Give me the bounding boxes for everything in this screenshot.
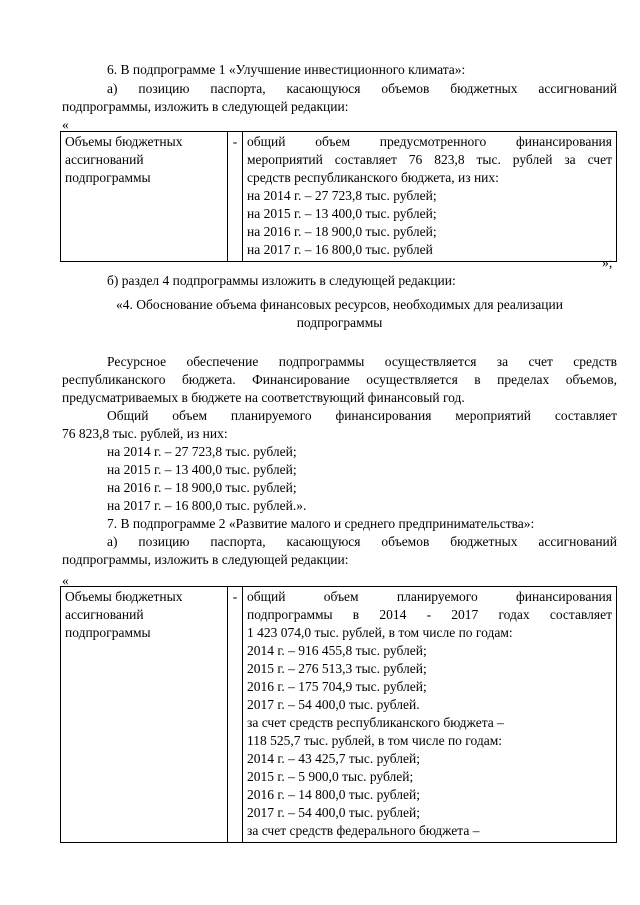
label-line: Объемы бюджетных bbox=[65, 134, 183, 149]
label-line: ассигнований bbox=[65, 607, 144, 622]
table-value-cell bbox=[243, 132, 617, 262]
value-line: 2015 г. – 276 513,3 тыс. рублей; bbox=[247, 661, 427, 676]
table-dash-cell: - bbox=[228, 587, 243, 843]
value-line: средств республиканского бюджета, из них: bbox=[247, 170, 499, 185]
label-line: Объемы бюджетных bbox=[65, 589, 183, 604]
value-line: 2016 г. – 14 800,0 тыс. рублей; bbox=[247, 787, 420, 802]
close-quote: »; bbox=[602, 255, 613, 270]
value-line: 2014 г. – 916 455,8 тыс. рублей; bbox=[247, 643, 427, 658]
value-line: общий объем предусмотренного финансирования bbox=[247, 134, 612, 149]
open-quote: « bbox=[62, 573, 69, 588]
value-line: за счет средств федерального бюджета – bbox=[247, 823, 480, 838]
section6-item-a-line2: подпрограммы, изложить в следующей редакции: bbox=[62, 99, 349, 114]
table-dash-cell: - bbox=[228, 132, 243, 262]
value-line: общий объем планируемого финансирования bbox=[247, 589, 612, 604]
section6-heading: 6. В подпрограмме 1 «Улучшение инвестиционного климата»: bbox=[107, 62, 466, 77]
section7-item-a-line2: подпрограммы, изложить в следующей редакции: bbox=[62, 552, 349, 567]
table-label-cell bbox=[61, 587, 228, 843]
value-line: 2017 г. – 54 400,0 тыс. рублей. bbox=[247, 697, 420, 712]
value-line: на 2017 г. – 16 800,0 тыс. рублей bbox=[247, 242, 433, 257]
value-line: подпрограммы в 2014 - 2017 годах составляет bbox=[247, 607, 612, 622]
section7-item-a-line1: а) позицию паспорта, касающуюся объемов бюджетных ассигнований bbox=[107, 534, 617, 549]
section6-item-a-line1: а) позицию паспорта, касающуюся объемов бюджетных ассигнований bbox=[107, 81, 617, 96]
value-line: 2015 г. – 5 900,0 тыс. рублей; bbox=[247, 769, 414, 784]
table-label-cell bbox=[61, 132, 228, 262]
value-line: на 2014 г. – 27 723,8 тыс. рублей; bbox=[247, 188, 437, 203]
value-line: 2016 г. – 175 704,9 тыс. рублей; bbox=[247, 679, 427, 694]
table-value-cell bbox=[243, 587, 617, 843]
value-line: за счет средств республиканского бюджета – bbox=[247, 715, 504, 730]
open-quote: « bbox=[62, 117, 69, 132]
para1-line: предусматриваемых в бюджете на соответствующий финансовый год. bbox=[62, 390, 465, 405]
section-subtitle-line1: «4. Обоснование объема финансовых ресурсов, необходимых для реализации bbox=[116, 297, 563, 312]
value-line: 1 423 074,0 тыс. рублей, в том числе по годам: bbox=[247, 625, 513, 640]
value-line: на 2015 г. – 13 400,0 тыс. рублей; bbox=[247, 206, 437, 221]
year-line: на 2015 г. – 13 400,0 тыс. рублей; bbox=[107, 462, 297, 477]
value-line: мероприятий составляет 76 823,8 тыс. рублей за счет bbox=[247, 152, 612, 167]
para1-line: республиканского бюджета. Финансирование осуществляется в пределах объемов, bbox=[62, 372, 617, 387]
section-subtitle-line2: подпрограммы bbox=[296, 315, 383, 330]
value-line: 2017 г. – 54 400,0 тыс. рублей; bbox=[247, 805, 420, 820]
value-line: 2014 г. – 43 425,7 тыс. рублей; bbox=[247, 751, 420, 766]
year-line: на 2016 г. – 18 900,0 тыс. рублей; bbox=[107, 480, 297, 495]
value-line: на 2016 г. – 18 900,0 тыс. рублей; bbox=[247, 224, 437, 239]
budget-table-subprogram2 bbox=[60, 586, 617, 843]
budget-table-subprogram1 bbox=[60, 131, 617, 262]
section7-heading: 7. В подпрограмме 2 «Развитие малого и среднего предпринимательства»: bbox=[107, 516, 535, 531]
para2-line1: Общий объем планируемого финансирования мероприятий составляет bbox=[107, 408, 617, 423]
year-line: на 2014 г. – 27 723,8 тыс. рублей; bbox=[107, 444, 297, 459]
label-line: ассигнований bbox=[65, 152, 144, 167]
para2-line2: 76 823,8 тыс. рублей, из них: bbox=[62, 426, 228, 441]
label-line: подпрограммы bbox=[65, 625, 151, 640]
section6-item-b: б) раздел 4 подпрограммы изложить в следующей редакции: bbox=[107, 273, 456, 288]
value-line: 118 525,7 тыс. рублей, в том числе по годам: bbox=[247, 733, 503, 748]
para1-line: Ресурсное обеспечение подпрограммы осуществляется за счет средств bbox=[107, 354, 617, 369]
label-line: подпрограммы bbox=[65, 170, 151, 185]
year-line: на 2017 г. – 16 800,0 тыс. рублей.». bbox=[107, 498, 307, 513]
